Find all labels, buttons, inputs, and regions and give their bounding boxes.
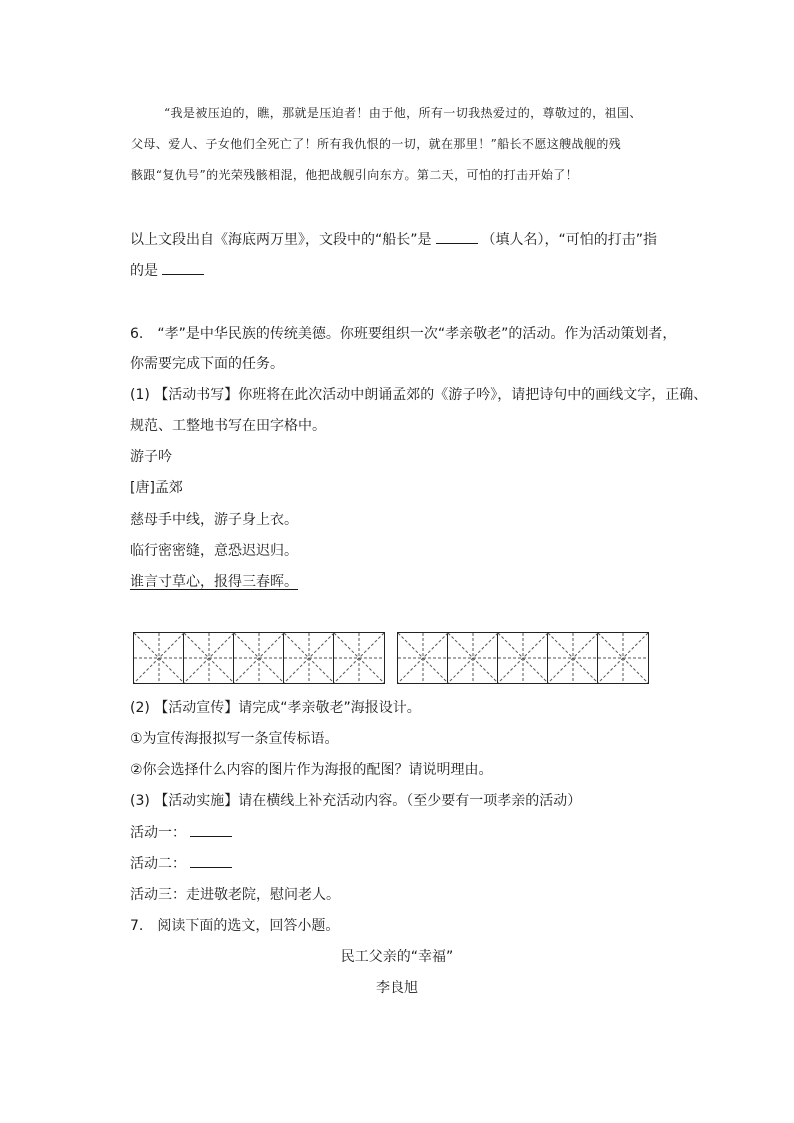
q5-text-a: 以上文段出自《海底两万里》，文段中的“船长”是 — [130, 232, 432, 248]
tianzige-cell[interactable] — [548, 633, 598, 683]
tianzige-cell[interactable] — [184, 633, 234, 683]
tianzige-cell[interactable] — [448, 633, 498, 683]
activity-1-label: 活动一： — [130, 825, 186, 841]
tianzige-cell[interactable] — [134, 633, 184, 683]
q5-line-2 — [130, 260, 208, 280]
tianzige-cell[interactable] — [284, 633, 334, 683]
answer-blank-activity-1[interactable] — [190, 822, 232, 837]
answer-blank-captain[interactable] — [436, 229, 478, 244]
q6-task2-b: ②你会选择什么内容的图片作为海报的配图？请说明理由。 — [130, 762, 493, 778]
poem-title: 游子吟 — [130, 449, 172, 465]
poem-line-2: 临行密密缝，意恐迟迟归。 — [130, 543, 298, 559]
tianzige-cell[interactable] — [398, 633, 448, 683]
q7-intro: 7. 阅读下面的选文，回答小题。 — [130, 918, 340, 934]
q6-intro-1: 6. “孝”是中华民族的传统美德。你班要组织一次“孝亲敬老”的活动。作为活动策划者， — [130, 326, 677, 342]
activity-3: 活动三：走进敬老院，慰问老人。 — [130, 887, 340, 903]
poem-line-3-underlined: 谁言寸草心，报得三春晖。 — [130, 574, 298, 590]
q6-task1-line-2: 规范、工整地书写在田字格中。 — [130, 418, 326, 434]
tianzige-grid-left[interactable] — [133, 632, 385, 684]
tianzige-grid-right[interactable] — [397, 632, 649, 684]
q6-task2-a: ①为宣传海报拟写一条宣传标语。 — [130, 731, 339, 747]
poem-author: [唐]孟郊 — [130, 480, 183, 496]
tianzige-cell[interactable] — [234, 633, 284, 683]
quote-line-1: “我是被压迫的，瞧，那就是压迫者！由于他，所有一切我热爱过的，尊敬过的，祖国、 — [164, 106, 642, 120]
article-author: 李良旭 — [376, 980, 418, 996]
poem-line-1: 慈母手中线，游子身上衣。 — [130, 512, 298, 528]
q6-intro-2: 你需要完成下面的任务。 — [130, 356, 284, 372]
answer-blank-attack[interactable] — [162, 260, 204, 275]
tianzige-cell[interactable] — [334, 633, 384, 683]
article-title: 民工父亲的“幸福” — [340, 949, 454, 965]
q6-task3: (3) 【活动实施】请在横线上补充活动内容。（至少要有一项孝亲的活动） — [130, 793, 582, 809]
q6-task1-line-1: (1) 【活动书写】你班将在此次活动中朗诵孟郊的《游子吟》，请把诗句中的画线文字，正确、 — [130, 387, 708, 403]
quote-line-3: 骸跟“复仇号”的光荣残骸相混，他把战舰引向东方。第二天，可怕的打击开始了！ — [131, 168, 579, 182]
q5-line-1 — [130, 229, 657, 249]
answer-blank-activity-2[interactable] — [190, 853, 232, 868]
tianzige-cell[interactable] — [498, 633, 548, 683]
quote-line-2: 父母、爱人、子女他们全死亡了！所有我仇恨的一切，就在那里！”船长不愿这艘战舰的残 — [131, 137, 622, 151]
q6-task2: (2) 【活动宣传】请完成“孝亲敬老”海报设计。 — [130, 700, 421, 716]
activity-1-row — [130, 822, 236, 842]
activity-2-label: 活动二： — [130, 856, 186, 872]
q5-text-b: （填人名），“可怕的打击”指 — [481, 232, 658, 248]
q5-text-c: 的是 — [130, 263, 158, 279]
activity-2-row — [130, 853, 236, 873]
tianzige-cell[interactable] — [598, 633, 648, 683]
